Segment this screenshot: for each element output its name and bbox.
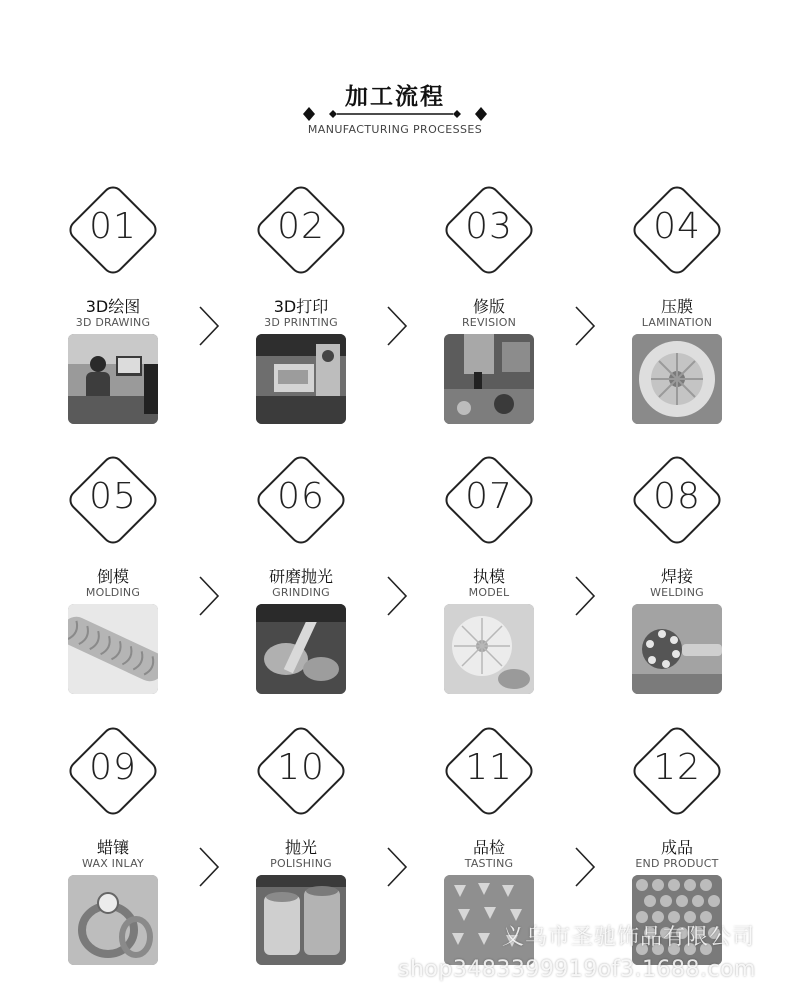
step-number: 09 — [89, 747, 137, 788]
step-number-diamond — [434, 175, 544, 285]
step-title-cn: 3D打印 — [273, 297, 329, 316]
step-title-cn: 压膜 — [660, 297, 693, 316]
step-title-en: 3D PRINTING — [264, 316, 338, 329]
step-title-cn: 倒模 — [96, 567, 129, 586]
step-number: 12 — [653, 747, 701, 788]
step-title-en: MOLDING — [85, 586, 141, 599]
inspection-photo — [444, 875, 534, 965]
chevron-right-icon — [197, 574, 221, 618]
chevron-right-icon — [573, 574, 597, 618]
process-step-05 — [48, 445, 198, 705]
step-number-diamond — [622, 175, 732, 285]
step-number: 11 — [465, 747, 513, 788]
step-title-cn: 焊接 — [660, 567, 693, 586]
step-title-cn: 3D绘图 — [85, 297, 141, 316]
watermark-url: shop3483399919of3.1688.com — [398, 957, 756, 982]
step-title-en: MODEL — [468, 586, 510, 599]
step-number-diamond — [58, 716, 168, 826]
chevron-right-icon — [197, 845, 221, 889]
rubber-mold-photo — [632, 334, 722, 424]
chevron-right-icon — [573, 304, 597, 348]
step-title-en: LAMINATION — [641, 316, 713, 329]
step-title-cn: 执模 — [472, 567, 505, 586]
chevron-right-icon — [385, 574, 409, 618]
step-title-cn: 品检 — [472, 838, 505, 857]
step-title-en: GRINDING — [272, 586, 330, 599]
step-number: 05 — [89, 476, 137, 517]
step-title-cn: 抛光 — [284, 838, 317, 857]
process-step-09 — [48, 716, 198, 976]
process-step-08 — [612, 445, 762, 705]
revision-machine-photo — [444, 334, 534, 424]
step-title-en: WAX INLAY — [82, 857, 144, 870]
computer-workstation-photo — [68, 334, 158, 424]
step-number: 10 — [277, 747, 325, 788]
step-title-cn: 修版 — [472, 297, 505, 316]
process-step-11 — [424, 716, 574, 976]
step-number: 06 — [277, 476, 325, 517]
step-number-diamond — [246, 175, 356, 285]
process-step-10 — [236, 716, 386, 976]
step-title-en: 3D DRAWING — [75, 316, 151, 329]
step-number-diamond — [58, 175, 168, 285]
step-number-diamond — [622, 716, 732, 826]
step-number-diamond — [246, 445, 356, 555]
process-step-04 — [612, 175, 762, 435]
process-step-03 — [424, 175, 574, 435]
model-finishing-photo — [444, 604, 534, 694]
step-title-en: REVISION — [461, 316, 517, 329]
process-step-12 — [612, 716, 762, 976]
step-number-diamond — [434, 716, 544, 826]
step-number: 02 — [277, 206, 325, 247]
step-title-en: POLISHING — [270, 857, 332, 870]
process-step-06 — [236, 445, 386, 705]
step-title-cn: 蜡镶 — [96, 838, 129, 857]
step-number-diamond — [246, 716, 356, 826]
process-step-07 — [424, 445, 574, 705]
polishing-machine-photo — [256, 875, 346, 965]
step-number: 04 — [653, 206, 701, 247]
step-number: 07 — [465, 476, 513, 517]
step-title-en: END PRODUCT — [635, 857, 719, 870]
grinding-tool-photo — [256, 604, 346, 694]
step-title-cn: 成品 — [660, 838, 693, 857]
process-step-02 — [236, 175, 386, 435]
welding-photo — [632, 604, 722, 694]
step-number-diamond — [434, 445, 544, 555]
watermark-company: 义乌市圣驰饰品有限公司 — [502, 925, 756, 950]
section-title: 加工流程 — [345, 84, 445, 110]
finished-product-photo — [632, 875, 722, 965]
step-title-en: TASTING — [464, 857, 514, 870]
ring-photo — [68, 875, 158, 965]
section-subtitle: MANUFACTURING PROCESSES — [307, 123, 483, 136]
process-step-01 — [48, 175, 198, 435]
step-number: 01 — [89, 206, 137, 247]
step-number-diamond — [622, 445, 732, 555]
step-number: 08 — [653, 476, 701, 517]
chevron-right-icon — [197, 304, 221, 348]
step-number: 03 — [465, 206, 513, 247]
3d-printer-photo — [256, 334, 346, 424]
chevron-right-icon — [385, 845, 409, 889]
chevron-right-icon — [573, 845, 597, 889]
step-number-diamond — [58, 445, 168, 555]
step-title-cn: 研磨抛光 — [268, 567, 333, 586]
step-title-en: WELDING — [650, 586, 704, 599]
cast-chain-photo — [68, 604, 158, 694]
chevron-right-icon — [385, 304, 409, 348]
